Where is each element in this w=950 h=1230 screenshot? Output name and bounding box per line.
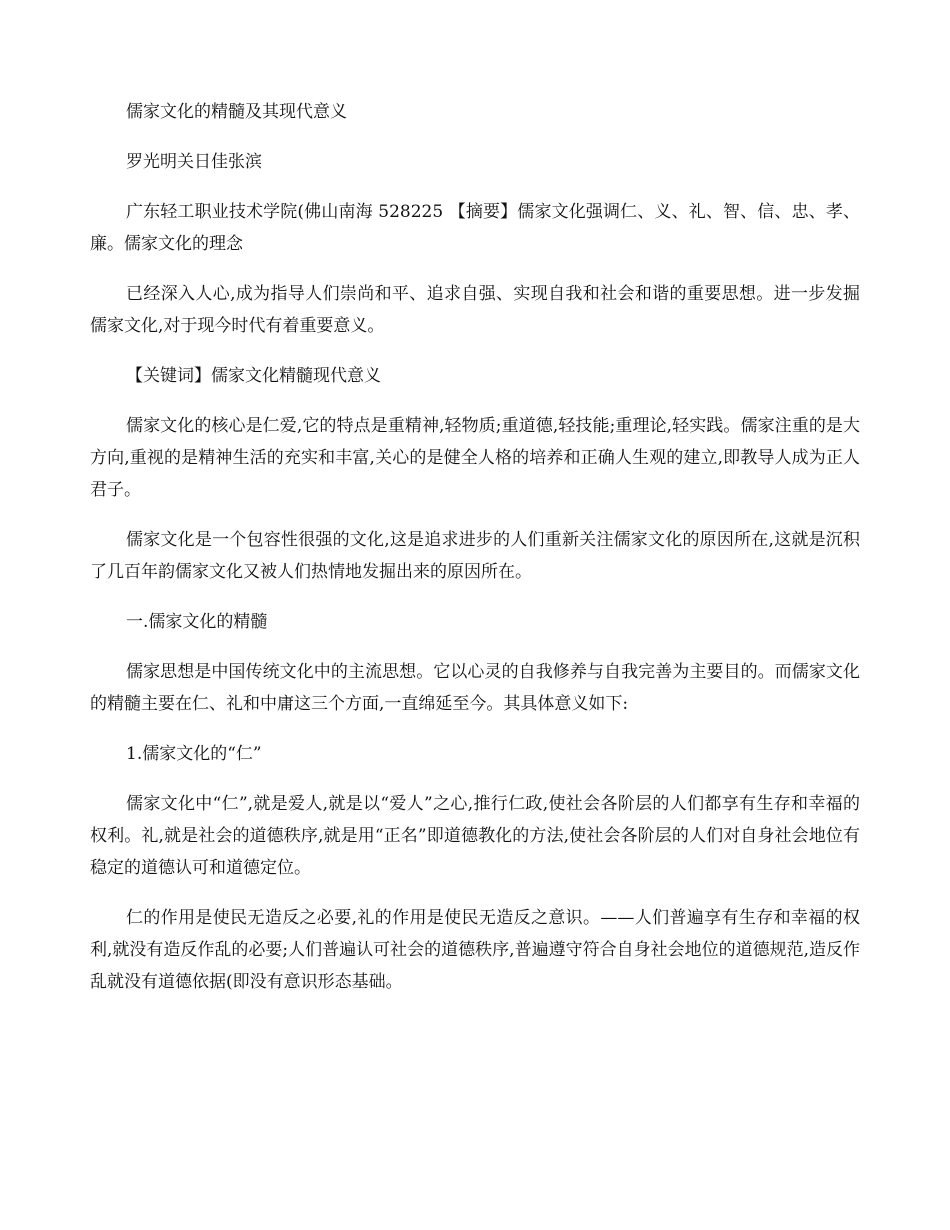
document-title: 儒家文化的精髓及其现代意义	[126, 102, 347, 122]
document-authors: 罗光明关日佳张滨	[126, 152, 262, 172]
ren-paragraph: 儒家文化中“仁”,就是爱人,就是以“爱人”之心,推行仁政,使社会各阶层的人们都享有生存和幸福的权利。礼,就是社会的道德秩序,就是用“正名”即道德教化的方法,使社会各阶层的人们对自身社会地位有稳定的道德认可和道德定位。	[90, 794, 860, 878]
section-heading: 一.儒家文化的精髓	[126, 612, 268, 632]
subsection-heading: 1.儒家文化的“仁”	[126, 744, 262, 764]
inclusive-paragraph: 儒家文化是一个包容性很强的文化,这是追求进步的人们重新关注儒家文化的原因所在,这就是沉积了几百年韵儒家文化又被人们热情地发掘出来的原因所在。	[90, 530, 860, 582]
abstract-continuation-paragraph: 已经深入人心,成为指导人们崇尚和平、追求自强、实现自我和社会和谐的重要思想。进一步发掘儒家文化,对于现今时代有着重要意义。	[90, 284, 860, 336]
affiliation-abstract-paragraph: 广东轻工职业技术学院(佛山南海 528225 【摘要】儒家文化强调仁、义、礼、智、信、忠、孝、廉。儒家文化的理念	[90, 202, 860, 254]
mainstream-paragraph: 儒家思想是中国传统文化中的主流思想。它以心灵的自我修养与自我完善为主要目的。而儒家文化的精髓主要在仁、礼和中庸这三个方面,一直绵延至今。其具体意义如下:	[90, 662, 860, 714]
core-paragraph: 儒家文化的核心是仁爱,它的特点是重精神,轻物质;重道德,轻技能;重理论,轻实践。儒家注重的是大方向,重视的是精神生活的充实和丰富,关心的是健全人格的培养和正确人生观的建立,即教导人成为正人君子。	[90, 416, 860, 500]
keywords-line: 【关键词】儒家文化精髓现代意义	[126, 366, 381, 386]
document-body	[90, 96, 860, 1016]
function-paragraph: 仁的作用是使民无造反之必要,礼的作用是使民无造反之意识。——人们普遍享有生存和幸福的权利,就没有造反作乱的必要;人们普遍认可社会的道德秩序,普遍遵守符合自身社会地位的道德规范,造反作乱就没有道德依据(即没有意识形态基础。	[90, 908, 860, 992]
